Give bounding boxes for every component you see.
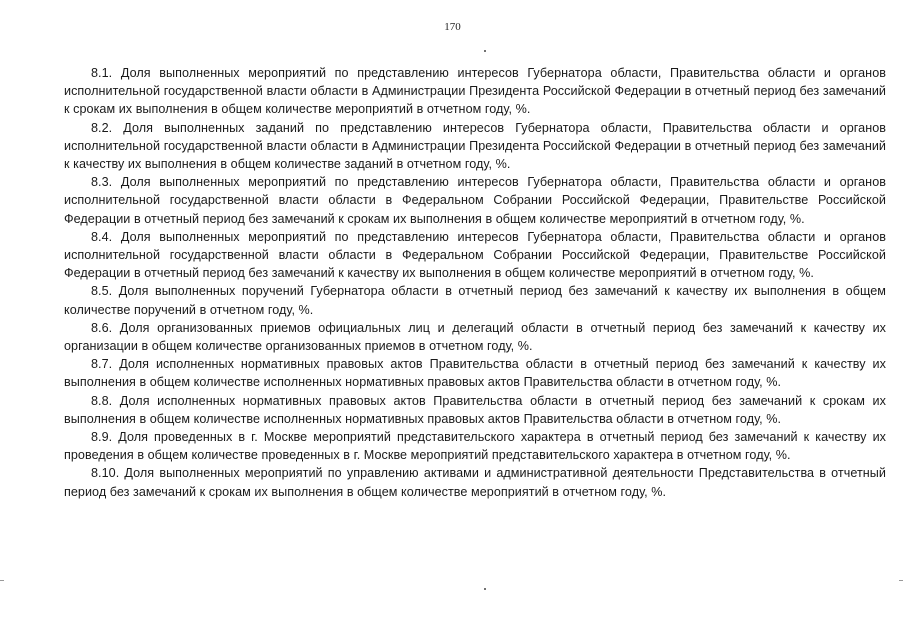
- paragraph-8-10: 8.10. Доля выполненных мероприятий по управлению активами и административной деятельности Представительства в отчетный период без замечаний к срокам их выполнения в общем количестве мероприятий в отчетном году, %.: [64, 466, 886, 499]
- paragraph-8-2: 8.2. Доля выполненных заданий по представлению интересов Губернатора области, Правительства области и органов исполнительной государственной власти области в Администрации Президента Российской Федерации в отчетный период без замечаний к качеству их выполнения в общем количестве заданий в отчетном году, %.: [64, 120, 886, 172]
- paragraph-8-3: 8.3. Доля выполненных мероприятий по представлению интересов Губернатора области, Правительства области и органов исполнительной государственной власти области в Федеральном Собрании Российской Федерации, Правительстве Российской Федерации в отчетный период без замечаний к срокам их выполнения в общем количестве мероприятий в отчетном году, %.: [64, 175, 886, 226]
- scan-edge-mark: [899, 580, 903, 581]
- paragraph-8-4: 8.4. Доля выполненных мероприятий по представлению интересов Губернатора области, Правительства области и органов исполнительной государственной власти области в Федеральном Собрании Российской Федерации, Правительстве Российской Федерации в отчетный период без замечаний к качеству их выполнения в общем количестве мероприятий в отчетном году, %.: [64, 229, 886, 281]
- paragraph-8-9: 8.9. Доля проведенных в г. Москве мероприятий представительского характера в отчетный период без замечаний к качеству их проведения в общем количестве проведенных в г. Москве мероприятий представительского характера в отчетном году, %.: [64, 430, 886, 463]
- paragraph-8-7: 8.7. Доля исполненных нормативных правовых актов Правительства области в отчетный период без замечаний к качеству их выполнения в общем количестве исполненных нормативных правовых актов Правительства области в отчетном году, %.: [64, 357, 886, 390]
- scan-speck: [484, 588, 486, 590]
- paragraph-8-1: 8.1. Доля выполненных мероприятий по представлению интересов Губернатора области, Правительства области и органов исполнительной государственной власти области в Администрации Президента Российской Федерации в отчетный период без замечаний к срокам их выполнения в общем количестве мероприятий в отчетном году, %.: [64, 66, 886, 117]
- document-body: [64, 64, 886, 501]
- paragraph-8-5: 8.5. Доля выполненных поручений Губернатора области в отчетный период без замечаний к качеству их выполнения в общем количестве поручений в отчетном году, %.: [64, 284, 886, 317]
- scan-speck: [484, 50, 486, 52]
- page-number: 170: [444, 21, 461, 33]
- paragraph-8-8: 8.8. Доля исполненных нормативных правовых актов Правительства области в отчетный период без замечаний к срокам их выполнения в общем количестве исполненных нормативных правовых актов Правительства области в отчетном году, %.: [64, 393, 886, 426]
- scan-edge-mark: [0, 580, 4, 581]
- paragraph-8-6: 8.6. Доля организованных приемов официальных лиц и делегаций области в отчетный период без замечаний к качеству их организации в общем количестве организованных приемов в отчетном году, %.: [64, 320, 886, 354]
